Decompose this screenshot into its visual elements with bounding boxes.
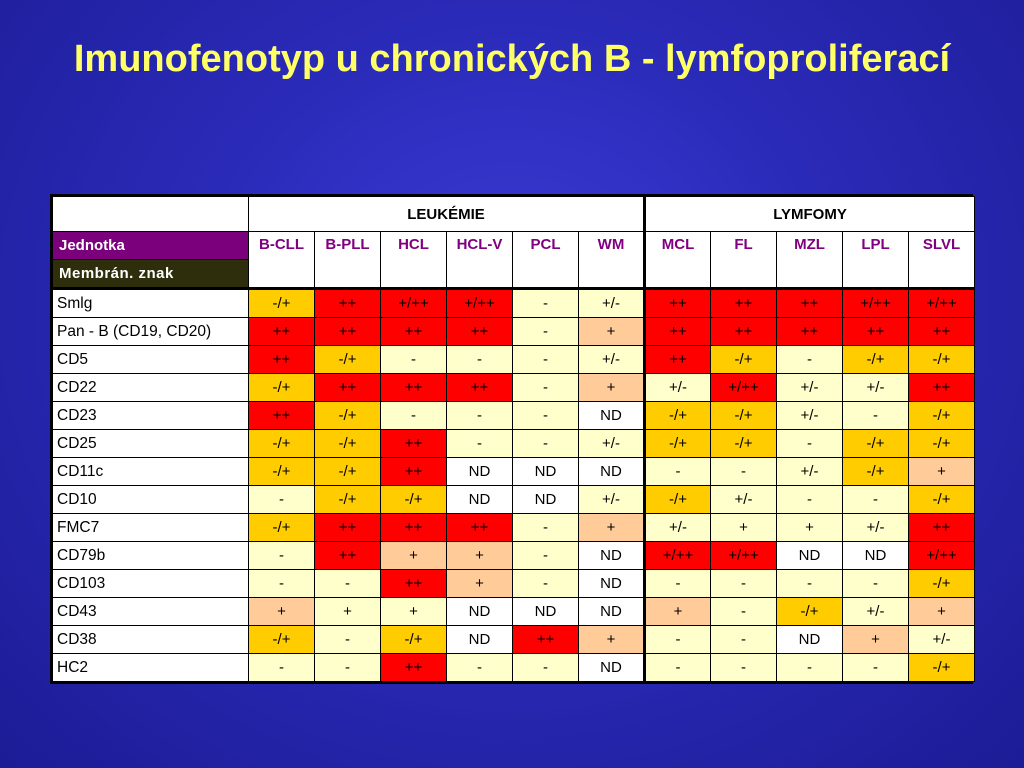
value-cell: ND (513, 598, 579, 626)
value-cell: -/+ (645, 430, 711, 458)
value-cell: -/+ (381, 486, 447, 514)
value-cell: ++ (843, 318, 909, 346)
column-header-hcl-v: HCL-V (447, 232, 513, 289)
value-cell: ND (579, 570, 645, 598)
value-cell: - (777, 486, 843, 514)
value-cell: - (711, 570, 777, 598)
value-cell: ++ (381, 514, 447, 542)
value-cell: ++ (381, 570, 447, 598)
value-cell: +/- (777, 402, 843, 430)
value-cell: -/+ (249, 374, 315, 402)
value-cell: - (381, 402, 447, 430)
value-cell: ++ (315, 542, 381, 570)
value-cell: - (645, 570, 711, 598)
value-cell: -/+ (315, 458, 381, 486)
value-cell: - (711, 598, 777, 626)
column-header-b-cll: B-CLL (249, 232, 315, 289)
value-cell: +/- (711, 486, 777, 514)
table-row (53, 626, 975, 654)
value-cell: - (315, 626, 381, 654)
value-cell: +/++ (909, 542, 975, 570)
row-label: CD79b (53, 542, 249, 570)
value-cell: + (381, 542, 447, 570)
value-cell: - (513, 289, 579, 318)
value-cell: +/++ (645, 542, 711, 570)
value-cell: ++ (645, 318, 711, 346)
row-label: CD103 (53, 570, 249, 598)
value-cell: -/+ (843, 346, 909, 374)
value-cell: ++ (447, 514, 513, 542)
value-cell: ND (579, 402, 645, 430)
value-cell: - (843, 402, 909, 430)
column-header-hcl: HCL (381, 232, 447, 289)
value-cell: -/+ (843, 458, 909, 486)
column-header-slvl: SLVL (909, 232, 975, 289)
value-cell: + (711, 514, 777, 542)
row-label: CD23 (53, 402, 249, 430)
value-cell: ND (447, 458, 513, 486)
value-cell: + (843, 626, 909, 654)
value-cell: -/+ (777, 598, 843, 626)
value-cell: +/++ (711, 542, 777, 570)
value-cell: ++ (711, 289, 777, 318)
value-cell: - (447, 402, 513, 430)
value-cell: + (579, 318, 645, 346)
value-cell: +/- (645, 514, 711, 542)
value-cell: - (447, 430, 513, 458)
value-cell: - (843, 486, 909, 514)
column-header-mzl: MZL (777, 232, 843, 289)
value-cell: ++ (315, 374, 381, 402)
value-cell: - (513, 570, 579, 598)
value-cell: -/+ (909, 570, 975, 598)
value-cell: + (381, 598, 447, 626)
value-cell: ND (579, 598, 645, 626)
value-cell: - (513, 374, 579, 402)
value-cell: +/++ (447, 289, 513, 318)
value-cell: ++ (249, 318, 315, 346)
value-cell: ++ (909, 318, 975, 346)
value-cell: -/+ (711, 402, 777, 430)
column-header-b-pll: B-PLL (315, 232, 381, 289)
table-row (53, 430, 975, 458)
value-cell: - (249, 486, 315, 514)
group-header-lymfomy: LYMFOMY (645, 197, 975, 232)
group-header-leukemie: LEUKÉMIE (249, 197, 645, 232)
value-cell: +/- (843, 514, 909, 542)
value-cell: - (249, 654, 315, 682)
table-row (53, 542, 975, 570)
value-cell: ND (777, 542, 843, 570)
immuno-table (52, 196, 975, 682)
row-label: CD11c (53, 458, 249, 486)
value-cell: ++ (447, 374, 513, 402)
row-label: HC2 (53, 654, 249, 682)
value-cell: - (249, 570, 315, 598)
column-header-row (53, 232, 975, 260)
value-cell: - (315, 570, 381, 598)
value-cell: + (579, 374, 645, 402)
value-cell: -/+ (315, 402, 381, 430)
value-cell: -/+ (249, 289, 315, 318)
value-cell: - (513, 318, 579, 346)
row-label: CD25 (53, 430, 249, 458)
value-cell: - (777, 654, 843, 682)
row-label: CD38 (53, 626, 249, 654)
value-cell: +/- (579, 289, 645, 318)
value-cell: + (447, 570, 513, 598)
value-cell: +/- (777, 458, 843, 486)
value-cell: ++ (513, 626, 579, 654)
table-row (53, 318, 975, 346)
value-cell: ND (513, 458, 579, 486)
value-cell: ++ (777, 318, 843, 346)
value-cell: ++ (315, 514, 381, 542)
value-cell: -/+ (711, 346, 777, 374)
value-cell: - (513, 514, 579, 542)
value-cell: +/++ (381, 289, 447, 318)
value-cell: -/+ (711, 430, 777, 458)
table-row (53, 570, 975, 598)
value-cell: - (777, 570, 843, 598)
value-cell: + (579, 514, 645, 542)
value-cell: - (645, 654, 711, 682)
value-cell: -/+ (909, 486, 975, 514)
value-cell: -/+ (843, 430, 909, 458)
value-cell: +/- (843, 598, 909, 626)
column-header-pcl: PCL (513, 232, 579, 289)
value-cell: ND (447, 486, 513, 514)
value-cell: - (645, 626, 711, 654)
row-label: CD10 (53, 486, 249, 514)
value-cell: ++ (447, 318, 513, 346)
value-cell: ++ (381, 654, 447, 682)
value-cell: +/++ (909, 289, 975, 318)
value-cell: +/- (777, 374, 843, 402)
value-cell: ND (513, 486, 579, 514)
value-cell: - (843, 570, 909, 598)
table-row (53, 346, 975, 374)
value-cell: ND (579, 458, 645, 486)
value-cell: - (645, 458, 711, 486)
value-cell: - (447, 654, 513, 682)
value-cell: -/+ (315, 430, 381, 458)
value-cell: ND (777, 626, 843, 654)
value-cell: ++ (381, 430, 447, 458)
value-cell: + (447, 542, 513, 570)
value-cell: ++ (315, 318, 381, 346)
value-cell: -/+ (909, 346, 975, 374)
value-cell: ND (843, 542, 909, 570)
table-row (53, 598, 975, 626)
value-cell: ND (447, 598, 513, 626)
value-cell: ND (579, 542, 645, 570)
value-cell: - (513, 402, 579, 430)
column-header-mcl: MCL (645, 232, 711, 289)
value-cell: - (315, 654, 381, 682)
value-cell: ++ (249, 346, 315, 374)
value-cell: -/+ (909, 430, 975, 458)
value-cell: + (315, 598, 381, 626)
value-cell: ++ (777, 289, 843, 318)
value-cell: ++ (711, 318, 777, 346)
table-row (53, 458, 975, 486)
slide-title: Imunofenotyp u chronických B - lymfoproliferací (73, 38, 951, 80)
value-cell: + (249, 598, 315, 626)
value-cell: -/+ (909, 654, 975, 682)
value-cell: +/- (579, 486, 645, 514)
value-cell: -/+ (381, 626, 447, 654)
table-body (53, 197, 975, 682)
row-label: CD43 (53, 598, 249, 626)
value-cell: +/- (909, 626, 975, 654)
value-cell: ++ (315, 289, 381, 318)
table-row (53, 374, 975, 402)
column-header-wm: WM (579, 232, 645, 289)
value-cell: ND (447, 626, 513, 654)
value-cell: + (909, 458, 975, 486)
value-cell: ++ (381, 318, 447, 346)
row-label: FMC7 (53, 514, 249, 542)
group-header-row (53, 197, 975, 232)
value-cell: +/++ (711, 374, 777, 402)
table-row (53, 514, 975, 542)
value-cell: - (711, 626, 777, 654)
value-cell: +/- (579, 430, 645, 458)
value-cell: - (843, 654, 909, 682)
value-cell: - (513, 346, 579, 374)
value-cell: ++ (381, 374, 447, 402)
value-cell: -/+ (645, 402, 711, 430)
column-header-fl: FL (711, 232, 777, 289)
value-cell: ++ (381, 458, 447, 486)
table-row (53, 486, 975, 514)
value-cell: +/- (843, 374, 909, 402)
value-cell: - (777, 430, 843, 458)
value-cell: - (513, 654, 579, 682)
value-cell: -/+ (909, 402, 975, 430)
value-cell: ++ (645, 346, 711, 374)
corner-cell (53, 197, 249, 232)
value-cell: +/++ (843, 289, 909, 318)
row-label: CD22 (53, 374, 249, 402)
value-cell: +/- (645, 374, 711, 402)
value-cell: -/+ (315, 486, 381, 514)
immunophenotype-table (50, 194, 973, 684)
value-cell: - (711, 458, 777, 486)
value-cell: ++ (645, 289, 711, 318)
value-cell: -/+ (249, 514, 315, 542)
column-header-lpl: LPL (843, 232, 909, 289)
value-cell: + (777, 514, 843, 542)
value-cell: + (909, 598, 975, 626)
row-header-membran: Membrán. znak (53, 260, 249, 289)
row-label: CD5 (53, 346, 249, 374)
value-cell: -/+ (249, 626, 315, 654)
value-cell: +/- (579, 346, 645, 374)
value-cell: + (645, 598, 711, 626)
row-label: Pan - B (CD19, CD20) (53, 318, 249, 346)
value-cell: -/+ (249, 458, 315, 486)
table-row (53, 654, 975, 682)
value-cell: - (447, 346, 513, 374)
value-cell: - (711, 654, 777, 682)
table-row (53, 402, 975, 430)
value-cell: -/+ (249, 430, 315, 458)
value-cell: ++ (909, 374, 975, 402)
row-header-jednotka: Jednotka (53, 232, 249, 260)
value-cell: - (513, 430, 579, 458)
value-cell: - (381, 346, 447, 374)
value-cell: - (513, 542, 579, 570)
value-cell: + (579, 626, 645, 654)
value-cell: ND (579, 654, 645, 682)
value-cell: - (777, 346, 843, 374)
value-cell: -/+ (315, 346, 381, 374)
value-cell: ++ (249, 402, 315, 430)
table-row (53, 289, 975, 318)
value-cell: ++ (909, 514, 975, 542)
value-cell: - (249, 542, 315, 570)
row-label: Smlg (53, 289, 249, 318)
value-cell: -/+ (645, 486, 711, 514)
